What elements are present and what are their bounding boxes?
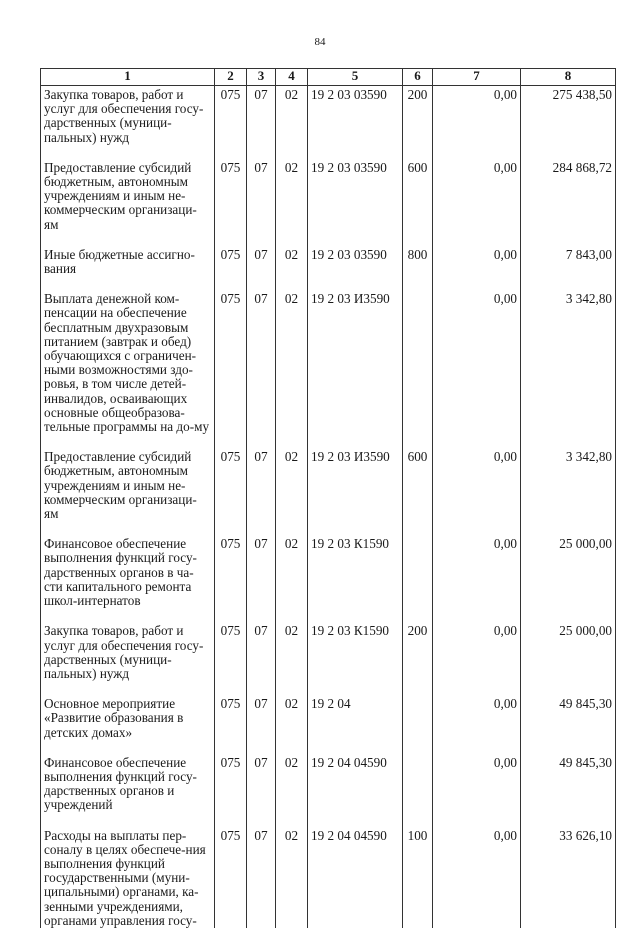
cell-col8-amount: 25 000,00 [521, 535, 616, 622]
cell-col7-amount: 0,00 [433, 246, 521, 290]
cell-expense-type: 100 [403, 827, 433, 928]
cell-section: 07 [247, 827, 276, 928]
header-col-7: 7 [433, 69, 521, 86]
cell-target-article: 19 2 04 04590 [308, 827, 403, 928]
cell-name: Основное мероприятие «Развитие образования в детских домах» [41, 695, 215, 754]
table-row [41, 695, 616, 754]
cell-target-article: 19 2 04 04590 [308, 754, 403, 827]
cell-col7-amount: 0,00 [433, 290, 521, 448]
cell-name: Выплата денежной ком-пенсации на обеспечение бесплатным двухразовым питанием (завтрак и обед) обучающихся с ограничен-ными возможностями здо-ровья, в том числе детей-инвалидов, осваивающих основные общеобразова-тельные программы на до-му [41, 290, 215, 448]
cell-ministry-code: 075 [215, 754, 247, 827]
cell-target-article: 19 2 04 [308, 695, 403, 754]
cell-target-article: 19 2 03 03590 [308, 246, 403, 290]
cell-col8-amount: 49 845,30 [521, 695, 616, 754]
cell-name: Финансовое обеспечение выполнения функций госу-дарственных органов и учреждений [41, 754, 215, 827]
cell-target-article: 19 2 03 К1590 [308, 622, 403, 695]
cell-col8-amount: 25 000,00 [521, 622, 616, 695]
cell-section: 07 [247, 159, 276, 246]
cell-target-article: 19 2 03 К1590 [308, 535, 403, 622]
cell-col8-amount: 49 845,30 [521, 754, 616, 827]
cell-ministry-code: 075 [215, 535, 247, 622]
table-header-row [41, 69, 616, 86]
table-row [41, 159, 616, 246]
table-row [41, 827, 616, 928]
cell-section: 07 [247, 754, 276, 827]
cell-expense-type [403, 754, 433, 827]
cell-expense-type [403, 695, 433, 754]
cell-col7-amount: 0,00 [433, 827, 521, 928]
cell-ministry-code: 075 [215, 246, 247, 290]
cell-subsection: 02 [276, 695, 308, 754]
page-number: 84 [314, 36, 326, 48]
cell-col8-amount: 7 843,00 [521, 246, 616, 290]
cell-target-article: 19 2 03 03590 [308, 159, 403, 246]
cell-expense-type: 200 [403, 86, 433, 159]
cell-col7-amount: 0,00 [433, 754, 521, 827]
table-row [41, 86, 616, 159]
cell-subsection: 02 [276, 159, 308, 246]
cell-subsection: 02 [276, 622, 308, 695]
cell-subsection: 02 [276, 448, 308, 535]
cell-section: 07 [247, 86, 276, 159]
header-col-2: 2 [215, 69, 247, 86]
cell-col8-amount: 3 342,80 [521, 290, 616, 448]
cell-name: Иные бюджетные ассигно-вания [41, 246, 215, 290]
cell-ministry-code: 075 [215, 159, 247, 246]
cell-section: 07 [247, 290, 276, 448]
cell-subsection: 02 [276, 535, 308, 622]
cell-section: 07 [247, 246, 276, 290]
cell-target-article: 19 2 03 03590 [308, 86, 403, 159]
cell-name: Предоставление субсидий бюджетным, автономным учреждениям и иным не-коммерческим организаци-ям [41, 159, 215, 246]
cell-expense-type: 800 [403, 246, 433, 290]
cell-section: 07 [247, 535, 276, 622]
cell-col7-amount: 0,00 [433, 622, 521, 695]
table-row [41, 448, 616, 535]
cell-subsection: 02 [276, 754, 308, 827]
cell-target-article: 19 2 03 И3590 [308, 448, 403, 535]
cell-expense-type [403, 535, 433, 622]
table-row [41, 622, 616, 695]
cell-subsection: 02 [276, 246, 308, 290]
cell-col8-amount: 284 868,72 [521, 159, 616, 246]
header-col-1: 1 [41, 69, 215, 86]
table-body [41, 86, 616, 928]
cell-section: 07 [247, 622, 276, 695]
cell-expense-type [403, 290, 433, 448]
cell-expense-type: 600 [403, 448, 433, 535]
cell-name: Предоставление субсидий бюджетным, автономным учреждениям и иным не-коммерческим организаци-ям [41, 448, 215, 535]
cell-section: 07 [247, 695, 276, 754]
cell-col8-amount: 33 626,10 [521, 827, 616, 928]
cell-ministry-code: 075 [215, 827, 247, 928]
cell-col8-amount: 3 342,80 [521, 448, 616, 535]
cell-col7-amount: 0,00 [433, 86, 521, 159]
cell-subsection: 02 [276, 827, 308, 928]
cell-col7-amount: 0,00 [433, 695, 521, 754]
cell-expense-type: 200 [403, 622, 433, 695]
cell-expense-type: 600 [403, 159, 433, 246]
cell-ministry-code: 075 [215, 622, 247, 695]
cell-ministry-code: 075 [215, 448, 247, 535]
cell-subsection: 02 [276, 86, 308, 159]
cell-col7-amount: 0,00 [433, 159, 521, 246]
header-col-3: 3 [247, 69, 276, 86]
header-col-6: 6 [403, 69, 433, 86]
header-col-4: 4 [276, 69, 308, 86]
cell-name: Финансовое обеспечение выполнения функций госу-дарственных органов в ча-сти капитального ремонта школ-интернатов [41, 535, 215, 622]
table-row [41, 754, 616, 827]
cell-ministry-code: 075 [215, 290, 247, 448]
table-row [41, 535, 616, 622]
header-col-8: 8 [521, 69, 616, 86]
cell-section: 07 [247, 448, 276, 535]
table-row [41, 246, 616, 290]
table-row [41, 290, 616, 448]
cell-subsection: 02 [276, 290, 308, 448]
header-col-5: 5 [308, 69, 403, 86]
cell-name: Закупка товаров, работ и услуг для обеспечения госу-дарственных (муници-пальных) нужд [41, 622, 215, 695]
cell-col8-amount: 275 438,50 [521, 86, 616, 159]
cell-ministry-code: 075 [215, 86, 247, 159]
cell-name: Закупка товаров, работ и услуг для обеспечения госу-дарственных (муници-пальных) нужд [41, 86, 215, 159]
cell-name: Расходы на выплаты пер-соналу в целях обеспече-ния выполнения функций государственными (муни-ципальными) органами, ка-зенными учреждениями, органами управления госу- [41, 827, 215, 928]
cell-col7-amount: 0,00 [433, 535, 521, 622]
cell-col7-amount: 0,00 [433, 448, 521, 535]
budget-table [40, 68, 616, 928]
cell-target-article: 19 2 03 И3590 [308, 290, 403, 448]
cell-ministry-code: 075 [215, 695, 247, 754]
